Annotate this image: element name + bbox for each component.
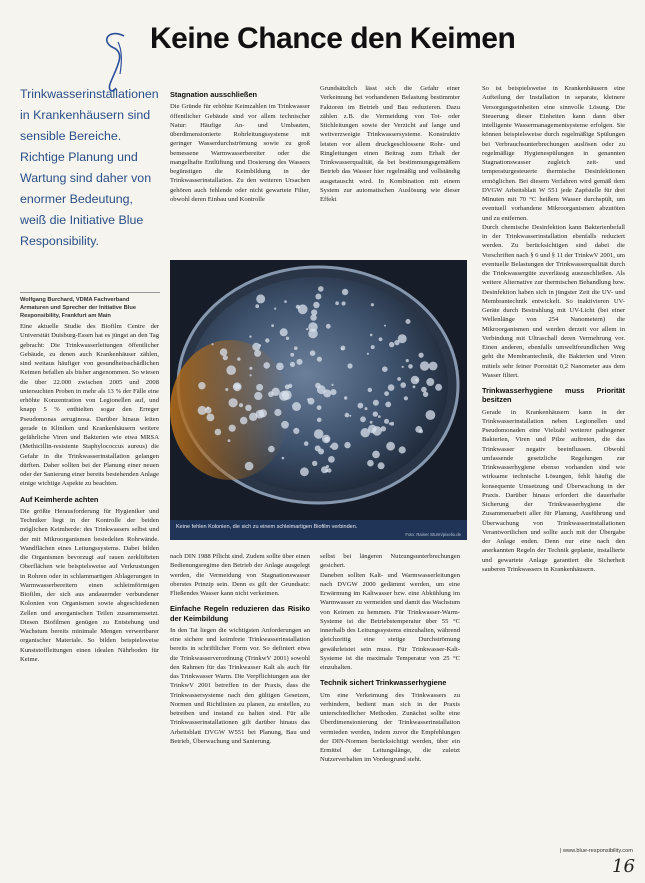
bacterial-colony bbox=[249, 413, 257, 421]
bacterial-colony bbox=[311, 309, 317, 315]
body-paragraph: Grundsätzlich lässt sich die Gefahr einer Verkeimung bei vorhandenen Belastung bestimmter Faktoren im Betrieb und Bau reduzieren. Dazu zählen z.B. die Vermeidung von Tot- oder Stichleitungen sowie der Verzicht auf lange und weitverzweigte Trinkwassersysteme. Konstruktiv leisten vor allem druckgeschlossene Rohr- und Ringleitungen einen Beitrag zum Erhalt der Trinkwasserqualität, da bei bestimmungsgemäßem Betrieb das Wasser hier regelmäßig und vollständig ausgetauscht wird. In Kombination mit einem System zur automatischen Auslösung wie dieser Effekt bbox=[320, 85, 460, 203]
bacterial-colony bbox=[406, 319, 411, 324]
bacterial-colony bbox=[402, 366, 404, 368]
body-paragraph: Eine aktuelle Studie des Biofilm Centre der Universität Duisburg-Essen hat es jüngst an den Tag gebracht: Die Trinkwasserleitungen öffentlicher Gebäude, zu denen auch Krankenhäuser zählen, sind weitaus häufiger von gesundheitsschädlichen Keimen befallen als bisher angenommen. So wiesen die über 22.000 zwischen 2005 und 2008 untersuchten Proben in mehr als 13 % der Fälle eine erhöhte Konzentration von Legionellen auf, und knapp 5 % enthielten sogar den Erreger Pseudomonas aeruginosa. Darüber hinaus leiten gerade in Kliniken und Krankenhäusern weitere gefährliche Viren und Bakterien wie etwa MRSA (Methicillin-resistente Staphylococcus aureus) die Gefahr in die Trinkwasserinstallation gelangen dürften. Daher sollten bei der Planung einer neuen oder der Sanierung einer bereits bestehenden Anlage einige wichtige Aspekte zu beachten. bbox=[20, 323, 159, 488]
body-paragraph: Um eine Verkeimung des Trinkwassers zu verhindern, bedient man sich in der Praxis unterschiedlicher Methoden. Zunächst sollte eine Überdimensionierung der Trinkwasserinstallation vermieden werden, indem zuvor die Empfehlungen der DIN-Normen berücksichtigt werden, über ein Ermittel der Leitungslänge, die zuletzt Nutzerverhalten im Vordergrund steht. bbox=[320, 691, 460, 764]
bacterial-colony bbox=[274, 409, 281, 416]
bacterial-colony bbox=[304, 441, 309, 446]
bacterial-colony bbox=[420, 361, 429, 370]
text-column-3 bbox=[320, 84, 460, 262]
bacterial-colony bbox=[274, 308, 276, 310]
bacterial-colony bbox=[245, 405, 251, 411]
body-paragraph: Daneben sollten Kalt- und Warmwasserleitungen nach DVGW 2000 gedämmt werden, um eine Erwärmung im Kaltwasser bzw. eine Abkühlung im Warmwasser zu vermeiden und damit das Wachstum von Keimen zu hemmen. Für Trinkwasser-Warm-Systeme ist die Betriebstemperatur über 55 °C innerhalb des Leitungssystems einzuhalten, während gleichzeitig eine stetige Durchströmung gewährleistet sein muss. Für Trinkwasser-Kalt-Systeme ist die maximale Temperatur von 25 °C einzuhalten. bbox=[320, 571, 460, 671]
body-paragraph: So ist beispielsweise in Krankenhäusern eine Aufteilung der Installation in separate, kleinere Versorgungseinheiten eine sinnvolle Lösung. Die Steuerung dieser Einheiten kann dann über intelligente Wassermanagementsysteme erfolgen. Sie können beispielsweise durch regelmäßige Spülungen bei Verbrauchsunterbrechungen auslösen oder zu regelmäßige Hygienespülungen in genannten Stagnationswasser zugleich zeit- und temperaturgesteuerte thermische Desinfektionen ermöglichen. Bei diesem Verfahren wird gemäß dem DVGW Arbeitsblatt W 551 jede Zapfstelle für drei Minuten mit 70 °C heißem Wasser durchspült, um eventuell vorhandene Mikroorganismen abzutöten und zu entfernen. bbox=[482, 85, 625, 222]
bacterial-colony bbox=[256, 384, 263, 391]
author-byline bbox=[20, 292, 160, 320]
article-title: Keine Chance den Keimen bbox=[150, 22, 516, 55]
bacterial-colony bbox=[254, 392, 262, 400]
bacterial-colony bbox=[255, 304, 259, 308]
bacterial-colony bbox=[370, 334, 373, 337]
byline-line: Armaturen und Sprecher der Initiative Blue bbox=[20, 305, 136, 311]
bacterial-colony bbox=[326, 324, 331, 329]
bacterial-colony bbox=[282, 457, 285, 460]
section-heading: Trinkwasserhygiene muss Priorität besitzen bbox=[482, 386, 625, 405]
bacterial-colony bbox=[397, 377, 401, 381]
bacterial-colony bbox=[423, 392, 428, 397]
bacterial-colony bbox=[345, 413, 350, 418]
bacterial-colony bbox=[292, 402, 301, 411]
bacterial-colony bbox=[198, 406, 207, 415]
bacterial-colony bbox=[315, 294, 321, 300]
bacterial-colony bbox=[381, 426, 386, 431]
bacterial-colony bbox=[280, 328, 288, 336]
bacterial-colony bbox=[284, 300, 287, 303]
bacterial-colony bbox=[226, 365, 236, 375]
bacterial-colony bbox=[341, 346, 346, 351]
bacterial-colony bbox=[358, 403, 364, 409]
text-column-1 bbox=[20, 322, 159, 842]
section-heading: Einfache Regeln reduzieren das Risiko der Keimbildung bbox=[170, 604, 310, 623]
bacterial-colony bbox=[378, 462, 385, 469]
bacterial-colony bbox=[408, 364, 413, 369]
bacterial-colony bbox=[429, 362, 438, 371]
bacterial-colony bbox=[373, 411, 378, 416]
bacterial-colony bbox=[297, 359, 303, 365]
bacterial-colony bbox=[268, 391, 274, 397]
bacterial-colony bbox=[268, 446, 275, 453]
byline-line: Wolfgang Burchard, VDMA Fachverband bbox=[20, 297, 130, 303]
lead-paragraph: Trinkwasserinstallationen in Krankenhäusern sind sensible Bereiche. Richtige Planung und Wartung sind daher von enormer Bedeutung, weiß die Initiative Blue Responsibility. bbox=[20, 87, 159, 248]
bacterial-colony bbox=[198, 382, 205, 389]
bacterial-colony bbox=[379, 337, 383, 341]
bacterial-colony bbox=[249, 367, 252, 370]
bacterial-colony bbox=[229, 398, 238, 407]
bacterial-colony bbox=[328, 456, 335, 463]
bacterial-colony bbox=[384, 419, 389, 424]
bacterial-colony bbox=[271, 324, 274, 327]
bacterial-colony bbox=[313, 302, 319, 308]
bacterial-colony bbox=[426, 410, 436, 420]
bacterial-colony bbox=[315, 383, 321, 389]
bacterial-colony bbox=[384, 325, 386, 327]
bacterial-colony bbox=[400, 382, 406, 388]
bacterial-colony bbox=[330, 389, 336, 395]
bacterial-colony bbox=[318, 286, 324, 292]
bacterial-colony bbox=[388, 384, 395, 391]
bacterial-colony bbox=[245, 462, 254, 471]
bacterial-colony bbox=[259, 344, 262, 347]
bacterial-colony bbox=[361, 428, 370, 437]
bacterial-colony bbox=[426, 378, 434, 386]
bacterial-colony bbox=[342, 289, 348, 295]
bacterial-colony bbox=[265, 338, 269, 342]
bacterial-colony bbox=[215, 429, 222, 436]
bacterial-colony bbox=[228, 439, 231, 442]
bacterial-colony bbox=[306, 328, 308, 330]
bacterial-colony bbox=[317, 418, 322, 423]
bacterial-colony bbox=[373, 400, 379, 406]
bacterial-colony bbox=[250, 374, 252, 376]
bacterial-colony bbox=[315, 445, 321, 451]
bacterial-colony bbox=[239, 403, 243, 407]
bacterial-colony bbox=[389, 342, 394, 347]
photo-caption bbox=[170, 520, 467, 540]
bacterial-colony bbox=[406, 359, 409, 362]
bacterial-colony bbox=[331, 384, 333, 386]
bacterial-colony bbox=[419, 429, 423, 433]
bacterial-colony bbox=[317, 405, 322, 410]
bacterial-colony bbox=[207, 407, 210, 410]
bacterial-colony bbox=[298, 304, 308, 314]
website-url: | www.blue-responsibility.com bbox=[560, 848, 633, 854]
section-heading: Stagnation ausschließen bbox=[170, 90, 258, 99]
bacterial-colony bbox=[294, 346, 298, 350]
body-paragraph: Die Gründe für erhöhte Keimzahlen im Trinkwasser öffentlicher Gebäude sind vor allem technischer Natur: Häufige An- und Umbauten, überdimensionierte Rohrleitungssysteme mit geringer Wasserdurchströmung sowie zu groß bemessene Warmwasserbereiter oder die mangelhafte Entlüftung und Dosierung des Wassers begünstigen die Keimbildung in der Trinkwasserinstallation. Zu den weiteren Ursachen gehören auch fehlende oder nicht gewartete Filter, obwohl deren Einbau und Kontrolle bbox=[170, 103, 310, 203]
bacterial-colony bbox=[367, 460, 374, 467]
bacterial-colony bbox=[256, 294, 265, 303]
petri-dish-photo bbox=[170, 260, 467, 520]
bacterial-colony bbox=[421, 387, 427, 393]
bacterial-colony bbox=[307, 398, 309, 400]
bacterial-colony bbox=[220, 348, 228, 356]
bacterial-colony bbox=[435, 384, 442, 391]
bacterial-colony bbox=[389, 423, 391, 425]
body-paragraph: Gerade in Krankenhäusern kann in der Trinkwasserinstallation neben Legionellen und Pseudomonaden eine Vielzahl weiterer pathogener Bakterien, Viren und Pilze auftreten, die das Trinkwasser negativ beeinflussen. Obwohl umfassende gesetzliche Regelungen zur Trinkwasserhygiene ebenso vorhanden sind wie wirksame technische Lösungen, fehlt häufig die konsequente Umsetzung und Überwachung in der Praxis. Darüber hinaus erfordert die dauerhafte Sicherung der Trinkwasserhygiene die Zusammenarbeit aller für Planung, Ausführung und Überwachung von Trinkwasserinstallationen Verantwortlichen und sollte auch mit der Übergabe der Anlage enden. Denn nur eine nach den anerkannten Regeln der Technik geplante, installierte und gewartete Anlage garantiert die Sicherheit sauberen Trinkwassers in Krankenhäusern. bbox=[482, 408, 625, 573]
bacterial-colony bbox=[371, 303, 374, 306]
caption-text: Keine fehlen Kolonien, die sich zu einem schleimartigen Biofilm verbinden. bbox=[176, 524, 358, 530]
bacterial-colony bbox=[321, 466, 328, 473]
bacterial-colony bbox=[367, 353, 369, 355]
body-paragraph: Die größte Herausforderung für Hygieniker und Techniker liegt in der Kontrolle der beiden möglichen Keimherde: des Trinkwassers selbst und der mit Mikroorganismen besiedelten Rohrwände. Wandflächen eines Leitungssystems. Dabei bilden die Organismen bevorzugt auf rauen zerklüfteten Oberflächen wie beispielsweise auf Verkrustungen in Rohren oder in schlammartigen Ablagerungen in Warmwasserbereitern einen schleimförmigen Biofilm, der sich aus andauernder verbundener Kolonien von Organismen sowie abgeschiedenen Zellen und anorganischen Teilen zusammensetzt. Diesen Biofilmen genügen zu Entstehung und Wachstum bereits minimale Mengen verwertbarer organischer Materiale. So bilden beispielsweise Kunststoffleitungen einen idealen Nährboden für Keime. bbox=[20, 507, 159, 663]
byline-line: Responsibility, Frankfurt am Main bbox=[20, 313, 111, 319]
bacterial-colony bbox=[290, 353, 294, 357]
bacterial-colony bbox=[263, 362, 270, 369]
page-number: 16 bbox=[612, 856, 635, 877]
bacterial-colony bbox=[344, 396, 347, 399]
bacterial-colony bbox=[285, 385, 290, 390]
bacterial-colony bbox=[286, 337, 289, 340]
bacterial-colony bbox=[370, 421, 373, 424]
bacterial-colony bbox=[293, 428, 299, 434]
bacterial-colony bbox=[331, 443, 338, 450]
bacterial-colony bbox=[237, 357, 240, 360]
bacterial-colony bbox=[276, 363, 284, 371]
bacterial-colony bbox=[240, 417, 248, 425]
bacterial-colony bbox=[282, 390, 292, 400]
bacterial-colony bbox=[211, 343, 213, 345]
bacterial-colony bbox=[252, 343, 260, 351]
bacterial-colony bbox=[229, 425, 236, 432]
bacterial-colony bbox=[290, 362, 295, 367]
text-column-2 bbox=[170, 84, 310, 262]
bacterial-colony bbox=[404, 396, 408, 400]
bacterial-colony bbox=[365, 407, 368, 410]
bacterial-colony bbox=[344, 442, 350, 448]
bacterial-colony bbox=[371, 345, 375, 349]
bacterial-colony bbox=[317, 357, 322, 362]
bacterial-colony bbox=[323, 389, 331, 397]
section-heading: Technik sichert Trinkwasserhygiene bbox=[320, 678, 447, 688]
bacterial-colony bbox=[382, 366, 388, 372]
bacterial-colony bbox=[225, 388, 228, 391]
section-heading: Auf Keimherde achten bbox=[20, 494, 99, 504]
bacterial-colony bbox=[349, 415, 351, 417]
body-paragraph: selbst bei längeren Nutzungsunterbrechungen gesichert. bbox=[320, 553, 460, 570]
body-paragraph: In den Tat liegen die wichtigsten Anforderungen an eine sichere und keimfreie Trinkwasserinstallation bereits in schriftlicher Form vor. So definiert etwa die Trinkwasserverordnung (TrinkwV 2001) sowohl den Rahmen für das Trinkwasser Kalt als auch für das Trinkwasser Warm. Die Verpflichtungen aus der TrinkwV 2001 betreffen in der Praxis, dass die Trinkwassersysteme nach den gültigen Gesetzen, Normen und Richtlinien zu planen, zu erstellen, zu betreiben und instand zu halten sind. Für alle Trinkwasserinstallationen gilt darüber hinaus das Arbeitsblatt DVGW W551 bei Planung, Bau und Betrieb, Überwachung und Sanierung. bbox=[170, 626, 310, 745]
text-column-2-continued bbox=[170, 552, 310, 848]
bacterial-colony bbox=[324, 437, 329, 442]
bacterial-colony bbox=[399, 446, 406, 453]
bacterial-colony bbox=[234, 383, 240, 389]
bacterial-colony bbox=[249, 335, 251, 337]
bacterial-colony bbox=[254, 350, 261, 357]
bacterial-colony bbox=[308, 322, 317, 331]
bacterial-colony bbox=[312, 461, 317, 466]
bacterial-colony bbox=[378, 415, 381, 418]
bacterial-colony bbox=[347, 363, 352, 368]
bacterial-colony bbox=[207, 414, 215, 422]
body-paragraph: Durch chemische Desinfektion kann Bakterienbefall in der Trinkwasserinstallation ebenfalls reduziert werden. Zu berücksichtigen sind dabei die Vorschriften nach § 6 und § 11 der TrinkwV 2001, um eventuelle Belastungen der Trinkwasserqualität durch die Trinkwassergüte zuverlässig auszuschließen. Als weitere Alternative zur thermischen Behandlung bzw. Desinfektion haben sich in jüngster Zeit die UV- und Membrantechnik entwickelt. So inaktivieren UV-Geräte durch Bestrahlung mit UV-Licht (bei einer Wellenlänge von 254 Nanometern) die Mikroorganismen und werden derzeit vor allem in Verbindung mit Ultraschall deren Vermehrung vor. Einen anderen, ebenfalls umweltfreundlichen Weg geht die Membrantechnik, die Bakterien und Viren mittels sehr feiner Porosität 0,2 Nanometer aus dem Wasser filtert. bbox=[482, 223, 625, 379]
bacterial-colony bbox=[384, 391, 389, 396]
body-paragraph: nach DIN 1988 Pflicht sind. Zudem sollte über einen Bedienungsregime den Betrieb der Anlage ausgelegt werden, die Vermeidung von Stagnationswasser oberstes Prinzip sein. Denn es gilt der Grundsatz: Fließendes Wasser kann nicht verkeimen. bbox=[170, 553, 310, 597]
bacterial-colony bbox=[398, 334, 407, 343]
bacterial-colony bbox=[330, 446, 332, 448]
photo-credit: Foto: Rainer Sturm/pixelio.de bbox=[405, 532, 461, 537]
bacterial-colony bbox=[360, 416, 366, 422]
bacterial-colony bbox=[300, 467, 309, 476]
bacterial-colony bbox=[281, 421, 289, 429]
bacterial-colony bbox=[314, 429, 324, 439]
text-column-3-continued bbox=[320, 552, 460, 848]
bacterial-colony bbox=[372, 451, 380, 459]
bacterial-colony bbox=[310, 350, 316, 356]
bacterial-colony bbox=[386, 442, 395, 451]
bacterial-colony bbox=[335, 301, 339, 305]
bacterial-colony bbox=[368, 388, 372, 392]
bacterial-colony bbox=[419, 353, 424, 358]
bacterial-colony bbox=[415, 379, 418, 382]
text-column-4 bbox=[482, 84, 625, 844]
bacterial-colony bbox=[413, 385, 416, 388]
bacterial-colony bbox=[385, 402, 391, 408]
bacterial-colony bbox=[342, 301, 346, 305]
